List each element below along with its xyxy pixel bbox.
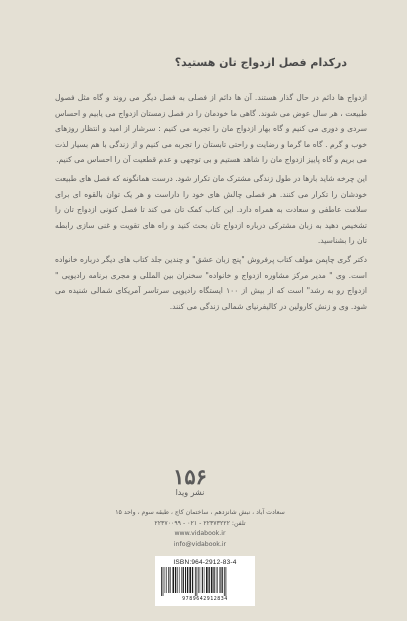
publisher-logo — [150, 466, 230, 504]
publisher-website: www.vidabook.ir — [174, 530, 226, 537]
barcode-bars — [159, 567, 251, 596]
blurb-paragraph: ازدواج ها دائم در حال گذار هستند. آن ها دائم از فصلی به فصل دیگر می روند و گاه مثل فصول طبیعت ، هر سال عوض می شوند. گاهی ما خودمان را در فصل زمستان ازدواج می یابیم و احساس سردی و دوری می کنیم و گاه بهار ازدواج مان را تجربه می کنیم : سرشار از امید و انتظار روزهای خوب و گرم . گاه ما گرما و رضایت و راحتی تابستان را تجربه می کنیم و از زندگی با هم بسیار لذت می بریم و گاه پاییز ازدواج مان را شاهد هستیم و بی توجهی و عدم قطعیت آن را احساس می کنیم. — [55, 93, 367, 165]
publisher-address: سعادت آباد ، نبش شانزدهم ، ساختمان کاج ، طبقه سوم ، واحد ۱۵ — [115, 509, 285, 516]
isbn-label: ISBN:964-2912-83-4 — [173, 559, 237, 566]
isbn-digits: 9789642912834 — [182, 596, 228, 602]
blurb-text — [55, 90, 367, 317]
publisher-phone: تلفن: ۲۲۳۷۳۲۲۲ - ۰۲۱ - ۲۲۳۷۰۰۹۹ — [154, 519, 246, 527]
cover-heading: درکدام فصل ازدواج تان هستید؟ — [174, 56, 347, 69]
blurb-paragraph: دکتر گری چاپمن مولف کتاب پرفروش "پنج زبان عشق" و چندین جلد کتاب های دیگر درباره خانواده است. وی " مدیر مرکز مشاوره ازدواج و خانواده" سخنران بین المللی و مجری برنامه رادیویی " ازدواج رو به رشد" است که از بیش از ۱۰۰ ایستگاه رادیویی سرتاسر آمریکای شمالی شنیده می شود. وی و زنش کارولین در کالیفرنیای شمالی زندگی می کنند. — [55, 254, 367, 311]
publisher-email: info@vidabook.ir — [173, 540, 227, 548]
blurb-paragraph: این چرخه شاید بارها در طول زندگی مشترک مان تکرار شود. درست همانگونه که فصل های طبیعت خودشان را تکرار می کنند. هر فصلی چالش های خود را داراست و هر یک توان بالقوه ای برای سلامت عاطفی و سعادت به همراه دارد. این کتاب کمک تان می کند تا فصل کنونی ازدواج تان را تشخیص دهید به زبان مشترکی درباره ازدواج تان بحث کنید و راه های تقویت و غنی سازی رابطه تان را بشناسید. — [55, 173, 367, 246]
page-edge — [407, 0, 412, 621]
publisher-contact — [110, 508, 290, 550]
publisher-name: نشر ویدا — [175, 488, 205, 497]
publisher-logo-mark: ۱۵۶ — [173, 464, 207, 489]
isbn-barcode — [155, 556, 255, 606]
